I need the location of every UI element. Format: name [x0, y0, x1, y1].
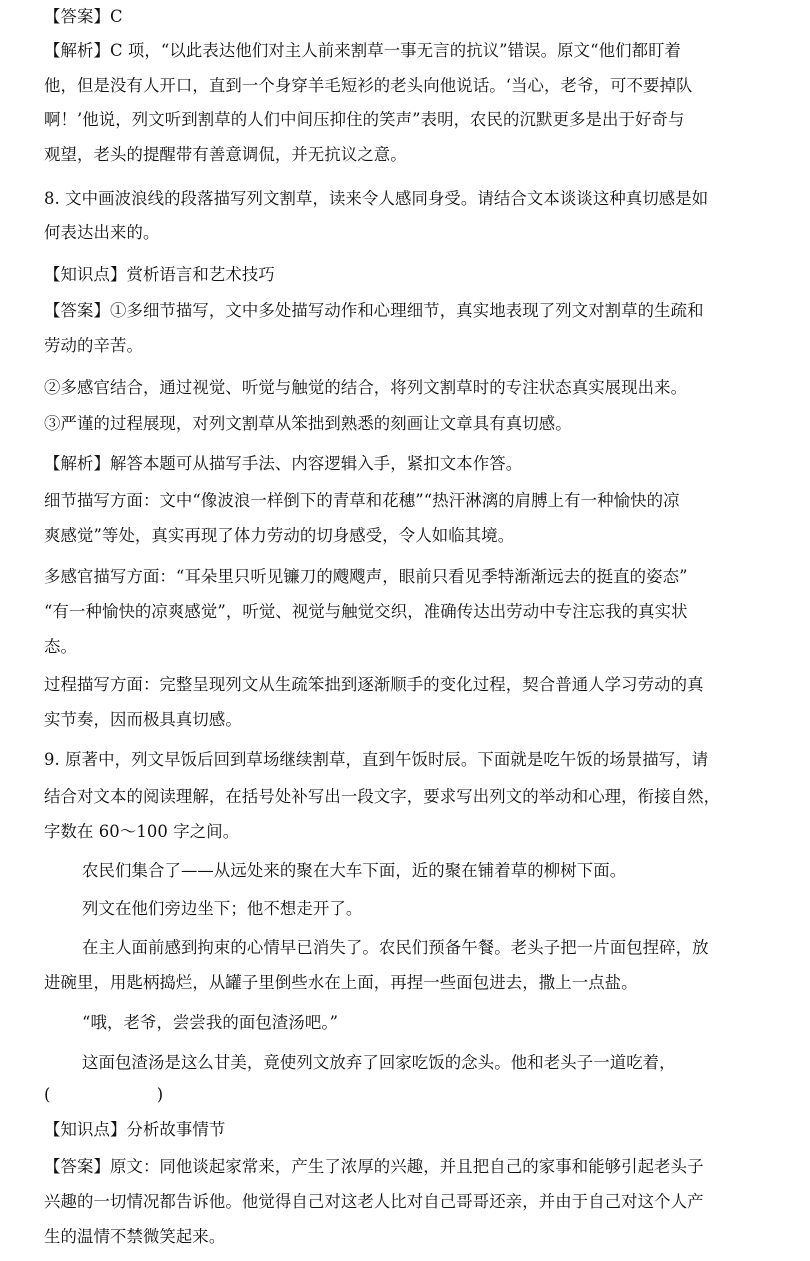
answer-9-line-2: 兴趣的一切情况都告诉他。他觉得自己对这老人比对自己哥哥还亲，并由于自己对这个人产	[44, 1192, 704, 1211]
question-9-line-3: 字数在 60～100 字之间。	[44, 822, 240, 841]
analysis-8-senses-line-2: “有一种愉快的凉爽感觉”，听觉、视觉与触觉交织，准确传达出劳动中专注忘我的真实状	[44, 602, 688, 621]
answer-8-point-3: ③严谨的过程展现，对列文割草从笨拙到熟悉的刻画让文章具有真切感。	[44, 414, 572, 433]
question-9-line-1: 9. 原著中，列文早饭后回到草场继续割草，直到午饭时辰。下面就是吃午饭的场景描写，请	[44, 750, 709, 769]
analysis-7-line-4: 观望，老头的提醒带有善意调侃，并无抗议之意。	[44, 145, 407, 164]
analysis-8-senses-line-3: 态。	[44, 637, 77, 656]
question-8-line-1: 8. 文中画波浪线的段落描写列文割草，读来令人感同身受。请结合文本谈谈这种真切感是如	[44, 189, 709, 208]
excerpt-paragraph-2: 列文在他们旁边坐下；他不想走开了。	[82, 899, 363, 918]
analysis-8-intro: 【解析】解答本题可从描写手法、内容逻辑入手，紧扣文本作答。	[44, 454, 523, 473]
excerpt-paragraph-3-line-2: 进碗里，用匙柄捣烂，从罐子里倒些水在上面，再捏一些面包进去，撒上一点盐。	[44, 973, 638, 992]
question-8-line-2: 何表达出来的。	[44, 223, 160, 242]
analysis-7-line-2: 他，但是没有人开口，直到一个身穿羊毛短衫的老头向他说话。‘当心，老爷，可不要掉队	[44, 76, 693, 95]
answer-9-line-1: 【答案】原文：同他谈起家常来，产生了浓厚的兴趣，并且把自己的家事和能够引起老头子	[44, 1157, 704, 1176]
analysis-8-process-line-1: 过程描写方面：完整呈现列文从生疏笨拙到逐渐顺手的变化过程，契合普通人学习劳动的真	[44, 675, 704, 694]
excerpt-paragraph-5: 这面包渣汤是这么甘美，竟使列文放弃了回家吃饭的念头。他和老头子一道吃着，	[82, 1053, 676, 1072]
question-9-line-2: 结合对文本的阅读理解，在括号处补写出一段文字，要求写出列文的举动和心理，衔接自然，	[44, 787, 721, 806]
excerpt-quote: “哦，老爷，尝尝我的面包渣汤吧。”	[82, 1013, 339, 1032]
answer-9-line-3: 生的温情不禁微笑起来。	[44, 1227, 226, 1246]
analysis-8-detail-line-2: 爽感觉”等处，真实再现了体力劳动的切身感受，令人如临其境。	[44, 526, 515, 545]
knowledge-point-8: 【知识点】赏析语言和艺术技巧	[44, 265, 275, 284]
fill-in-blank-parentheses: ( )	[44, 1085, 164, 1104]
excerpt-paragraph-1: 农民们集合了——从远处来的聚在大车下面，近的聚在铺着草的柳树下面。	[82, 861, 627, 880]
excerpt-paragraph-3-line-1: 在主人面前感到拘束的心情早已消失了。农民们预备午餐。老头子把一片面包捏碎，放	[82, 938, 709, 957]
answer-8-line-2: 劳动的辛苦。	[44, 336, 143, 355]
answer-8-point-2: ②多感官结合，通过视觉、听觉与触觉的结合，将列文割草时的专注状态真实展现出来。	[44, 378, 688, 397]
answer-8-line-1: 【答案】①多细节描写，文中多处描写动作和心理细节，真实地表现了列文对割草的生疏和	[44, 301, 704, 320]
analysis-8-process-line-2: 实节奏，因而极具真切感。	[44, 710, 242, 729]
analysis-8-senses-line-1: 多感官描写方面：“耳朵里只听见镰刀的飕飕声，眼前只看见季特渐渐远去的挺直的姿态”	[44, 567, 688, 586]
knowledge-point-9: 【知识点】分析故事情节	[44, 1120, 226, 1139]
analysis-7-line-3: 啊！’他说，列文听到割草的人们中间压抑住的笑声”表明，农民的沉默更多是出于好奇与	[44, 110, 685, 129]
answer-7-header: 【答案】C	[44, 7, 123, 26]
analysis-7-line-1: 【解析】C 项，“以此表达他们对主人前来割草一事无言的抗议”错误。原文“他们都盯着	[44, 41, 682, 60]
analysis-8-detail-line-1: 细节描写方面：文中“像波浪一样倒下的青草和花穗”“热汗淋漓的肩膊上有一种愉快的凉	[44, 491, 680, 510]
